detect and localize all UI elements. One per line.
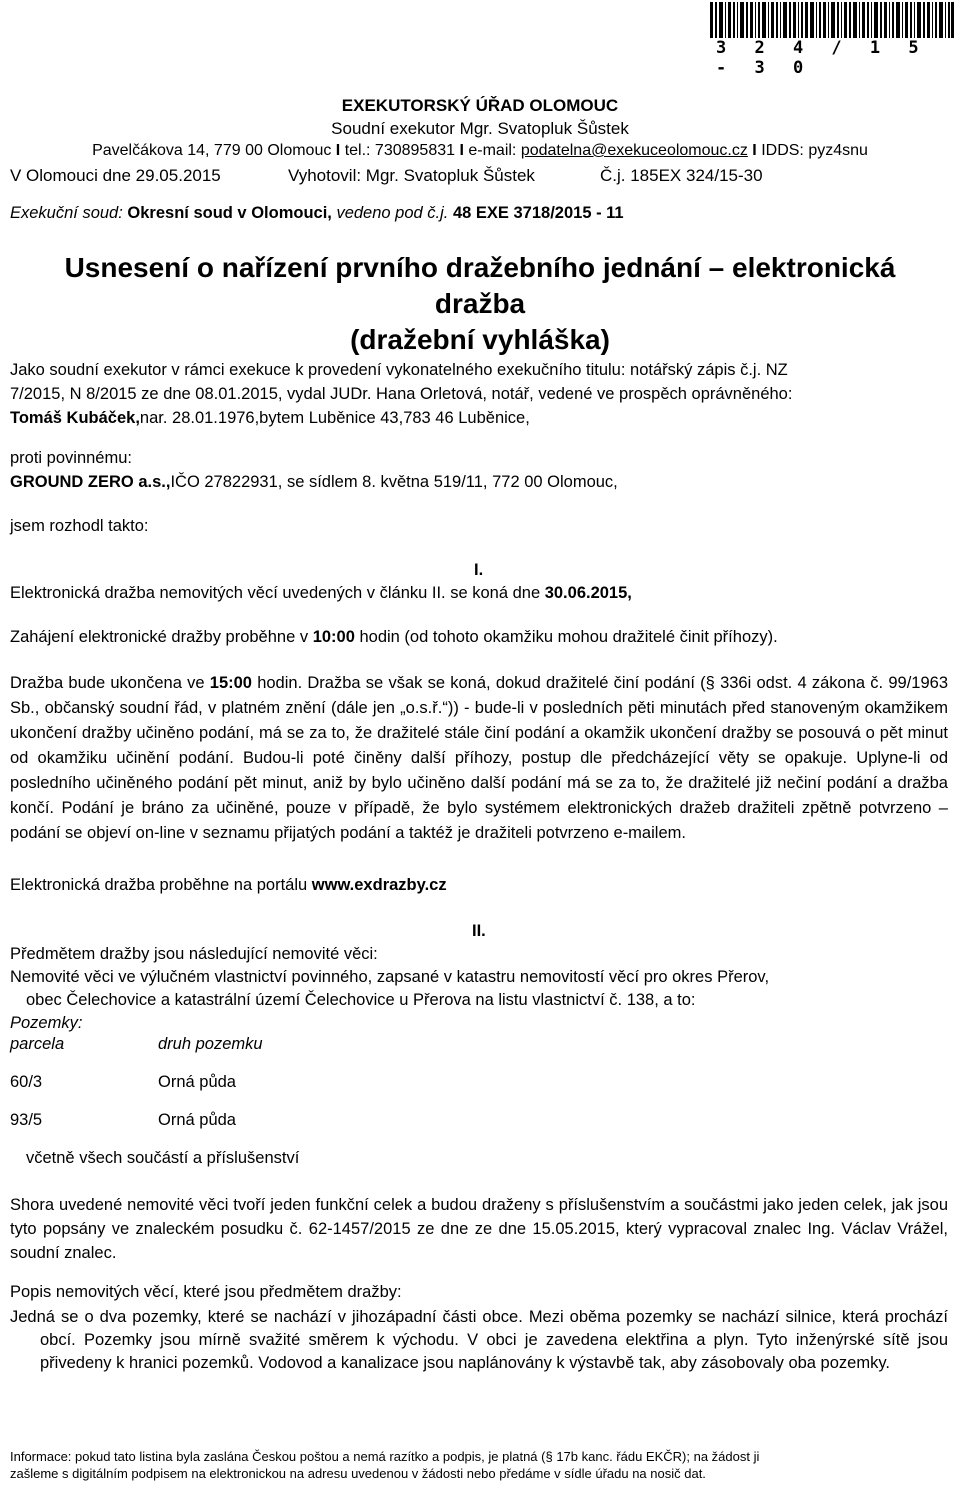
separator: I <box>747 142 762 159</box>
place-date: V Olomouci dne 29.05.2015 <box>10 166 221 185</box>
court-name: Okresní soud v Olomouci, <box>127 204 332 222</box>
issued-by: Vyhotovil: Mgr. Svatopluk Šůstek <box>288 166 535 185</box>
property-line-1: Nemovité věci ve výlučném vlastnictví povinného, zapsané v katastru nemovitostí věcí pro okres Přerov, <box>10 968 770 986</box>
plot-type: Orná půda <box>158 1111 236 1129</box>
creditor-details: nar. 28.01.1976,bytem Luběnice 43,783 46 Luběnice, <box>139 409 530 427</box>
col-parcel-header: parcela <box>10 1035 65 1053</box>
footer-line-1: Informace: pokud tato listina byla zaslána Českou poštou a nemá razítko a podpis, je platná (§ 17b kanc. řádu EKČR); na žádost ji <box>10 1449 760 1464</box>
start-text: Zahájení elektronické dražby proběhne v <box>10 628 313 646</box>
portal-line <box>10 876 447 895</box>
including-note: včetně všech součástí a příslušenství <box>26 1149 300 1167</box>
office-name: EXEKUTORSKÝ ÚŘAD OLOMOUC <box>341 96 619 115</box>
portal-link[interactable]: www.exdrazby.cz <box>311 876 447 894</box>
separator: I <box>455 142 469 159</box>
property-line-2: obec Čelechovice a katastrální území Čelechovice u Přerova na listu vlastnictví č. 138, a to: <box>26 991 696 1009</box>
debtor-name: GROUND ZERO a.s., <box>10 473 171 491</box>
decision-intro: jsem rozhodl takto: <box>10 517 149 535</box>
court-ref: 48 EXE 3718/2015 - 11 <box>452 204 624 222</box>
footer-line-2: zašleme s digitálním podpisem na elektronickou na adresu uvedenou v žádosti nebo předáme v sídle úřadu na nosič dat. <box>10 1466 706 1481</box>
document-title-2: dražba <box>434 288 526 319</box>
col-type-header: druh pozemku <box>158 1035 263 1053</box>
section-2-numeral: II. <box>472 922 486 940</box>
section-1-numeral: I. <box>474 561 484 579</box>
creditor-name: Tomáš Kubáček, <box>10 409 140 427</box>
end-time: 15:00 <box>209 674 252 692</box>
plot-parcel: 60/3 <box>10 1073 43 1091</box>
plot-parcel: 93/5 <box>10 1111 43 1129</box>
separator: I <box>331 142 345 159</box>
end-text-rest: hodin. Dražba se však se koná, dokud dražitelé činí podání (§ 336i odst. 4 zákona č. 99/1963 Sb., občanský soudní řád, v platném znění (dále jen „o.s.ř.“)) - bude-li v posledních pěti minutách před stanoveným okamžikem ukončení dražby učiněno podání, má se za to, že dražitelé stále činí podání a okamžik ukončení dražby se posouvá o pět minut od okamžiku učinění podání. Budou-li poté činěny další příhozy, postup dle předcházející věty se opakuje. Uplyne-li od posledního učiněného podání pět minut, aniž by bylo učiněno další podání má se za to, že dražitelé již nečiní podání a dražba končí. Podání je bráno za učiněné, pouze v případě, že bylo systémem elektronických dražeb dražiteli zpětně potvrzeno – podání se objeví on-line v seznamu přijatých podání a taktéž je dražiteli potvrzeno e-mailem. <box>10 674 949 842</box>
court-ref-label: vedeno pod č.j. <box>331 204 453 222</box>
end-text: Dražba bude ukončena ve <box>10 674 210 692</box>
auction-date: 30.06.2015, <box>544 584 632 602</box>
auction-date-line <box>10 584 632 603</box>
document-subtitle: (dražební vyhláška) <box>350 324 610 355</box>
unit-paragraph: Shora uvedené nemovité věci tvoří jeden funkční celek a budou draženy s příslušenstvím a součástmi jako jeden celek, jak jsou tyto popsány ve znaleckém posudku č. 62-1457/2015 ze dne ze dne 15.05.2015, který vypracoval znalec Ing. Václav Vrážel, soudní znalec. <box>10 1196 948 1262</box>
office-address: Pavelčákova 14, 779 00 Olomouc <box>92 142 332 159</box>
court-label: Exekuční soud: <box>10 204 128 222</box>
start-time-line <box>10 628 778 647</box>
description-paragraph: Jedná se o dva pozemky, které se nachází v jihozápadní části obce. Mezi oběma pozemky se nachází silnice, která prochází obcí. Pozemky jsou mírně svažité směrem k východu. V obci je zavedena elektřina a plyn. Tyto inženýrské sítě jsou přivedeny k hranici pozemků. Vodovod a kanalizace jsou naplánovány k výstavbě tak, aby zásobovaly oba pozemky. <box>10 1308 948 1372</box>
debtor-line <box>10 473 618 492</box>
office-phone: tel.: 730895831 <box>344 142 456 159</box>
databox-id: IDDS: pyz4snu <box>761 142 868 159</box>
email-label: e-mail: <box>468 142 521 159</box>
reference-number: Č.j. 185EX 324/15-30 <box>600 166 763 185</box>
creditor-line <box>10 409 530 428</box>
document-title: Usnesení o nařízení prvního dražebního jednání – elektronická <box>64 252 896 283</box>
against-label: proti povinnému: <box>10 449 132 467</box>
start-text-rest: hodin (od tohoto okamžiku mohou dražitelé činit příhozy). <box>354 628 778 646</box>
plot-type: Orná půda <box>158 1073 236 1091</box>
court-line <box>10 204 624 223</box>
contact-line <box>0 142 960 160</box>
intro-line-2: 7/2015, N 8/2015 ze dne 08.01.2015, vydal JUDr. Hana Orletová, notář, vedené ve prospěch oprávněného: <box>10 385 793 403</box>
barcode-image <box>710 2 954 38</box>
start-time: 10:00 <box>312 628 355 646</box>
executor-name: Soudní exekutor Mgr. Svatopluk Šůstek <box>331 119 629 138</box>
end-time-paragraph <box>10 671 948 846</box>
description-heading: Popis nemovitých věcí, které jsou předmětem dražby: <box>10 1283 402 1301</box>
email-link[interactable]: podatelna@exekuceolomouc.cz <box>520 142 748 159</box>
barcode-number: 3 2 4 / 1 5 - 3 0 <box>716 38 928 78</box>
plots-label: Pozemky: <box>10 1014 83 1032</box>
auction-date-text: Elektronická dražba nemovitých věcí uvedených v článku II. se koná dne <box>10 584 545 602</box>
debtor-details: IČO 27822931, se sídlem 8. května 519/11, 772 00 Olomouc, <box>170 473 618 491</box>
subject-heading: Předmětem dražby jsou následující nemovité věci: <box>10 945 378 963</box>
intro-line-1: Jako soudní exekutor v rámci exekuce k provedení vykonatelného exekučního titulu: notářský zápis č.j. NZ <box>10 361 788 379</box>
portal-text: Elektronická dražba proběhne na portálu <box>10 876 312 894</box>
